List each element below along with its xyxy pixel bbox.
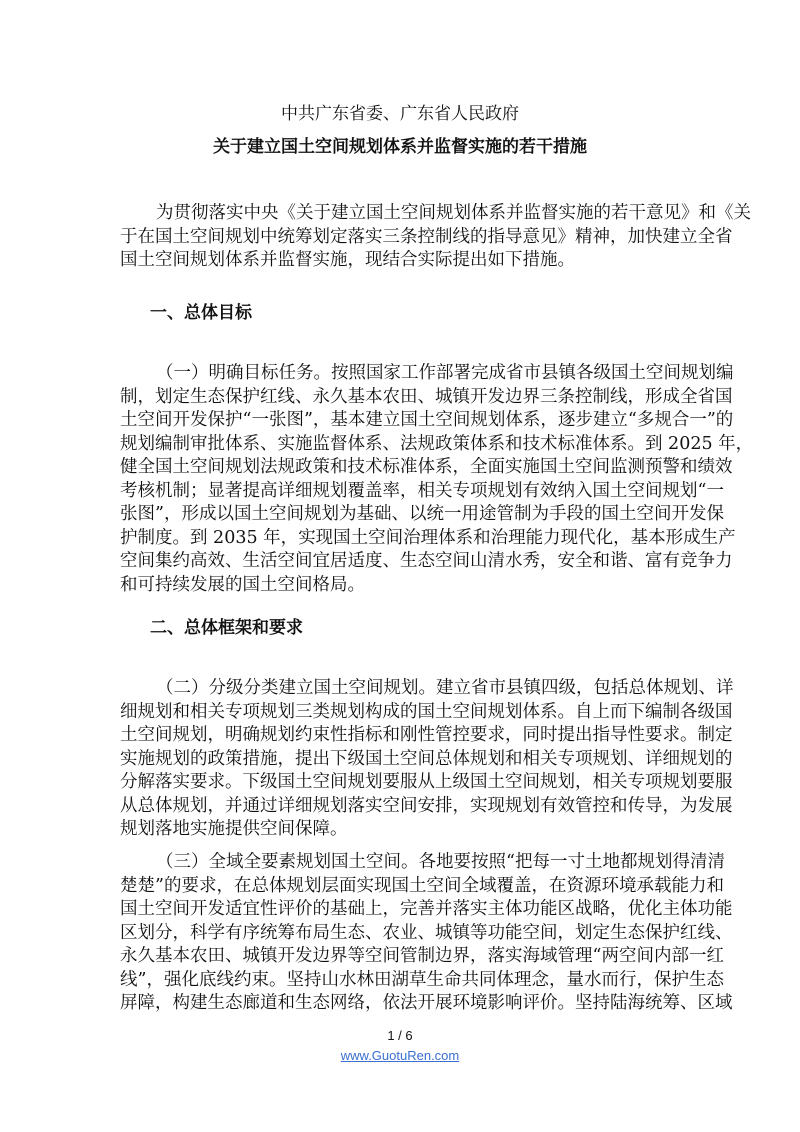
- text-line: 楚楚”的要求，在总体规划层面实现国土空间全域覆盖，在资源环境承载能力和: [120, 875, 724, 896]
- page-number: 1 / 6: [387, 1028, 413, 1043]
- text-line: 制，划定生态保护红线、永久基本农田、城镇开发边界三条控制线，形成全省国: [120, 386, 733, 407]
- section-heading-2: 二、总体框架和要求: [150, 618, 303, 638]
- text-line: 细规划和相关专项规划三类规划构成的国土空间规划体系。自上而下编制各级国: [120, 701, 733, 722]
- paragraph-1: [120, 362, 754, 597]
- text-line: 永久基本农田、城镇开发边界等空间管制边界，落实海域管理“两空间内部一红: [120, 946, 724, 966]
- text-line: 分解落实要求。下级国土空间规划要服从上级国土空间规划，相关专项规划要服: [120, 772, 733, 792]
- text-line: 护制度。到 2035 年，实现国土空间治理体系和治理能力现代化，基本形成生产: [120, 527, 736, 548]
- text-line: 土空间规划，明确规划约束性指标和刚性管控要求，同时提出指导性要求。制定: [120, 725, 733, 745]
- text-line: （三）全域全要素规划国土空间。各地要按照“把每一寸土地都规划得清清: [156, 852, 725, 872]
- text-line: 国土空间规划体系并监督实施，现结合实际提出如下措施。: [120, 250, 575, 270]
- text-line: 空间集约高效、生活空间宜居适度、生态空间山清水秀，安全和谐、富有竞争力: [120, 551, 733, 571]
- text-line: 于在国土空间规划中统筹划定落实三条控制线的指导意见》精神，加快建立全省: [120, 226, 733, 247]
- text-line: 和可持续发展的国土空间格局。: [120, 574, 365, 595]
- text-line: 考核机制；显著提高详细规划覆盖率，相关专项规划有效纳入国土空间规划“一: [120, 480, 724, 501]
- text-line: 线”，强化底线约束。坚持山水林田湖草生命共同体理念，量水而行，保护生态: [120, 969, 724, 990]
- text-line: 实施规划的政策措施，提出下级国土空间总体规划和相关专项规划、详细规划的: [120, 748, 733, 769]
- text-line: 张图”，形成以国土空间规划为基础、以统一用途管制为手段的国土空间开发保: [120, 504, 724, 524]
- document-title: 关于建立国土空间规划体系并监督实施的若干措施: [213, 137, 587, 157]
- text-line: 规划落地实施提供空间保障。: [120, 819, 348, 839]
- text-line: 从总体规划，并通过详细规划落实空间安排，实现规划有效管控和传导，为发展: [120, 795, 733, 816]
- text-line: （一）明确目标任务。按照国家工作部署完成省市县镇各级国土空间规划编: [156, 363, 734, 383]
- text-line: 国土空间开发适宜性评价的基础上，完善并落实主体功能区战略，优化主体功能: [120, 899, 733, 919]
- text-line: 屏障，构建生态廊道和生态网络，依法开展环境影响评价。坚持陆海统筹、区域: [120, 993, 733, 1013]
- section-heading-1: 一、总体目标: [150, 303, 252, 323]
- paragraph-3: [120, 851, 733, 1016]
- intro-paragraph: [120, 202, 751, 273]
- text-line: （二）分级分类建立国土空间规划。建立省市县镇四级，包括总体规划、详: [156, 678, 734, 698]
- text-line: 土空间开发保护“一张图”，基本建立国土空间规划体系，逐步建立“多规合一”的: [120, 410, 734, 430]
- text-line: 区划分，科学有序统筹布局生态、农业、城镇等功能空间，划定生态保护红线、: [120, 922, 733, 943]
- text-line: 健全国土空间规划法规政策和技术标准体系，全面实施国土空间监测预警和绩效: [120, 457, 733, 477]
- paragraph-2: [120, 677, 734, 842]
- issuer: 中共广东省委、广东省人民政府: [281, 104, 519, 124]
- text-line: 为贯彻落实中央《关于建立国土空间规划体系并监督实施的若干意见》和《关: [156, 203, 751, 223]
- text-line: 规划编制审批体系、实施监督体系、法规政策体系和技术标准体系。到 2025 年，: [120, 433, 754, 454]
- website-link[interactable]: www.GuotuRen.com: [340, 1048, 460, 1063]
